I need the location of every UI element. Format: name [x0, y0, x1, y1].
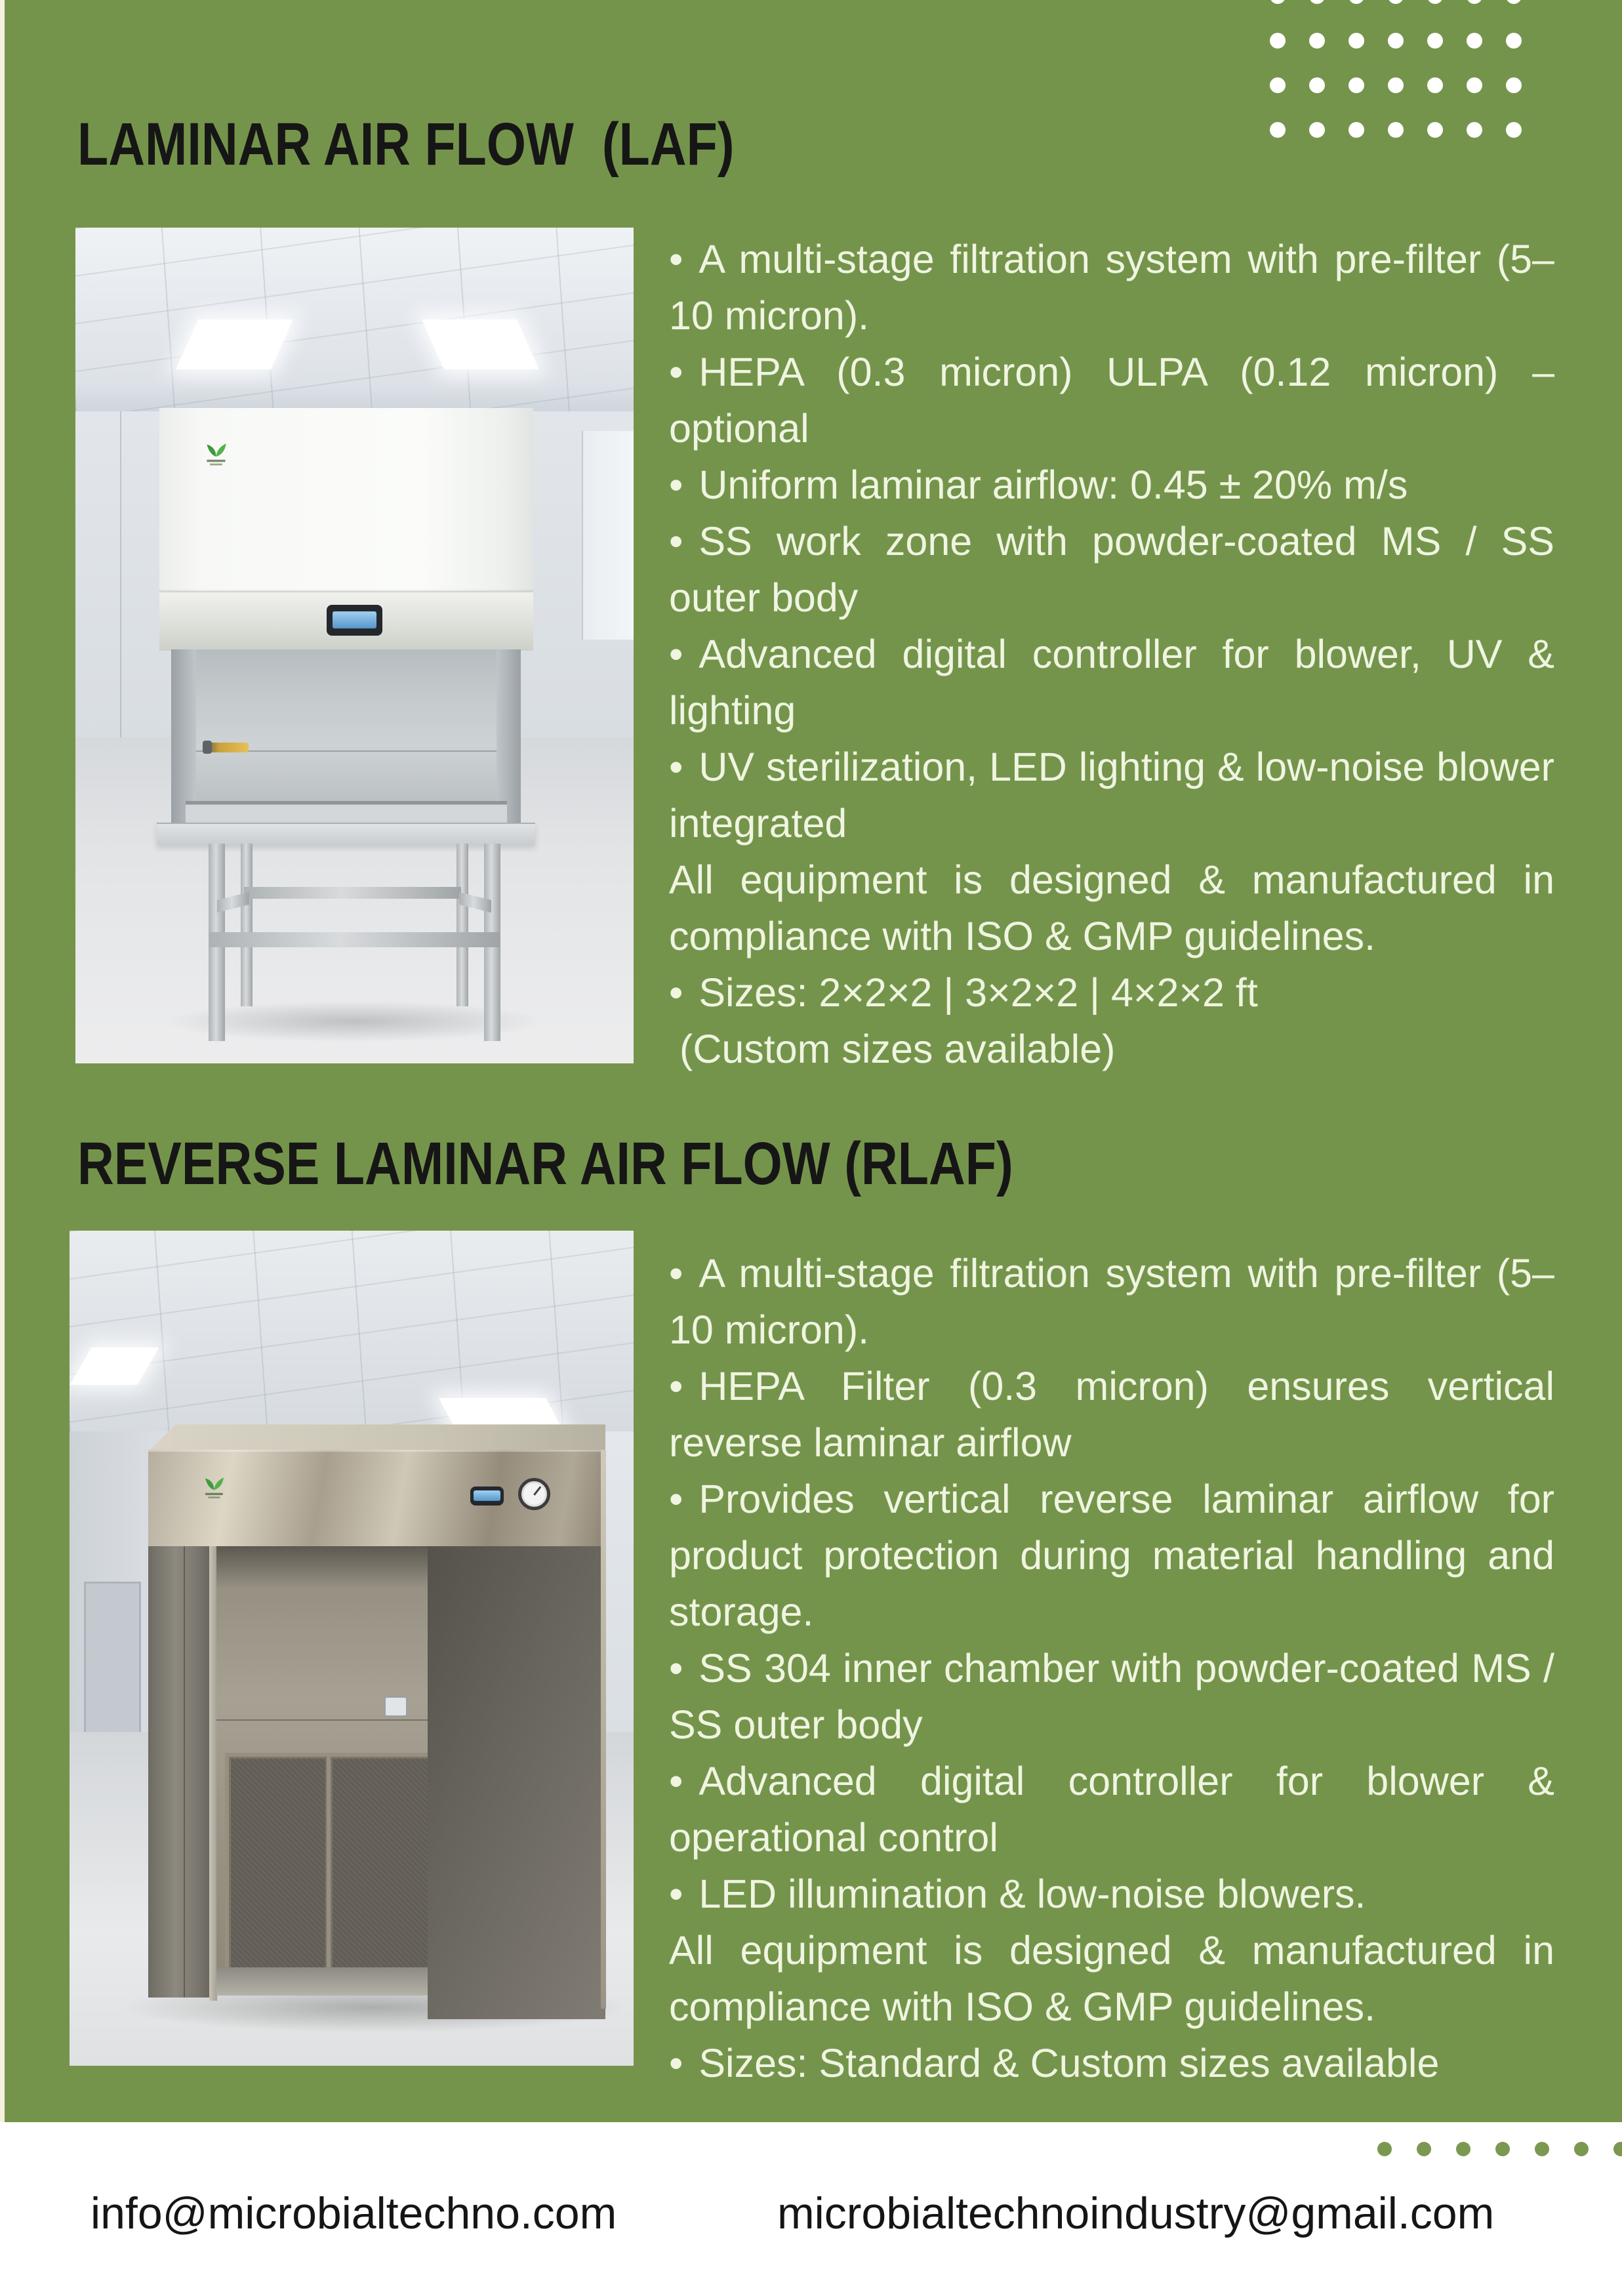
feature-item	[669, 1021, 1554, 1077]
dot-icon	[1270, 0, 1286, 4]
bullet-icon: •	[669, 632, 683, 676]
bullet-icon: •	[669, 1646, 683, 1691]
dot-icon	[1467, 77, 1482, 93]
bullet-icon: •	[669, 1872, 683, 1916]
feature-text: SS 304 inner chamber with powder-coated MS / SS outer body	[669, 1646, 1554, 1747]
feature-item	[669, 2035, 1554, 2091]
feature-item	[669, 231, 1554, 344]
dot-grid-decoration-top	[1270, 0, 1545, 146]
feature-item	[669, 964, 1554, 1021]
dot-icon	[1574, 2142, 1589, 2156]
feature-item	[669, 1753, 1554, 1866]
booth-inner-floor	[216, 1967, 428, 1996]
dot-icon	[1427, 122, 1443, 138]
feature-item	[669, 1640, 1554, 1753]
booth-right-edge	[601, 1450, 606, 2009]
worktop-edge	[157, 823, 535, 845]
feature-text: Advanced digital controller for blower, UV & lighting	[669, 632, 1554, 733]
dot-icon	[1417, 2142, 1431, 2156]
feature-item	[669, 457, 1554, 513]
feature-item	[669, 1358, 1554, 1471]
feature-text: LED illumination & low-noise blowers.	[699, 1872, 1366, 1916]
return-air-grille	[225, 1753, 332, 1982]
bullet-icon: •	[669, 2041, 683, 2085]
dot-icon	[1388, 77, 1404, 93]
dot-icon	[1427, 77, 1443, 93]
dot-icon	[1388, 122, 1404, 138]
feature-item	[669, 344, 1554, 457]
feature-item	[669, 626, 1554, 739]
gauge-needle	[533, 1486, 541, 1496]
valve-knob	[203, 741, 212, 754]
feature-text: All equipment is designed & manufactured in compliance with ISO & GMP guidelines.	[669, 857, 1554, 958]
gas-valve-handle	[207, 743, 249, 752]
feature-text: Provides vertical reverse laminar airflow for product protection during material handling and storage.	[669, 1477, 1554, 1634]
dot-icon	[1456, 2142, 1470, 2156]
panel-seam	[184, 1546, 185, 1997]
dot-icon	[1506, 77, 1522, 93]
booth-inner-shadow	[216, 1546, 428, 1588]
brand-leaf-logo	[201, 431, 232, 476]
panel-seam	[216, 1719, 428, 1721]
dot-icon	[1467, 122, 1482, 138]
stand-rail	[244, 887, 461, 899]
dot-icon	[1348, 33, 1364, 49]
feature-text: All equipment is designed & manufactured in compliance with ISO & GMP guidelines.	[669, 1928, 1554, 2029]
bullet-icon: •	[669, 237, 683, 281]
bullet-icon: •	[669, 350, 683, 394]
work-zone-left-column	[171, 649, 195, 823]
work-zone-right-column	[497, 649, 521, 823]
bullet-icon: •	[669, 745, 683, 789]
dot-icon	[1388, 33, 1404, 49]
footer	[0, 2122, 1622, 2296]
dot-row-decoration-bottom	[1377, 2142, 1622, 2162]
feature-text: Uniform laminar airflow: 0.45 ± 20% m/s	[699, 462, 1408, 507]
stand-rail	[209, 932, 501, 947]
feature-text: Advanced digital controller for blower & operational control	[669, 1759, 1554, 1860]
dot-icon	[1309, 33, 1325, 49]
booth-roof	[148, 1424, 605, 1451]
rlaf-feature-list	[669, 1245, 1554, 2091]
bullet-icon: •	[669, 519, 683, 564]
work-zone	[171, 649, 521, 823]
dot-icon	[1388, 0, 1404, 4]
brand-leaf-logo	[199, 1466, 229, 1508]
dot-icon	[1348, 0, 1364, 4]
feature-item	[669, 1245, 1554, 1358]
wall-seam	[120, 411, 121, 737]
feature-text: (Custom sizes available)	[679, 1027, 1116, 1071]
stand-leg	[456, 844, 468, 1006]
dot-icon	[1309, 77, 1325, 93]
stand-leg	[241, 844, 253, 1006]
laf-section-heading: LAMINAR AIR FLOW (LAF)	[77, 111, 735, 178]
bullet-icon: •	[669, 1759, 683, 1803]
booth-left-panel	[148, 1546, 209, 1997]
booth-right-inner-wall	[428, 1546, 605, 2019]
ceiling-grid	[70, 1231, 634, 1431]
feature-text: Sizes: 2×2×2 | 3×2×2 | 4×2×2 ft	[699, 970, 1258, 1015]
dot-icon	[1506, 0, 1522, 4]
feature-item	[669, 739, 1554, 851]
display-screen	[474, 1490, 500, 1501]
dot-icon	[1348, 122, 1364, 138]
digital-controller-display	[470, 1486, 504, 1506]
dot-icon	[1270, 33, 1286, 49]
ceiling	[70, 1231, 634, 1431]
bullet-icon: •	[669, 1477, 683, 1521]
feature-text: HEPA (0.3 micron) ULPA (0.12 micron) – optional	[669, 350, 1554, 451]
wall-window	[582, 431, 634, 640]
feature-item	[669, 513, 1554, 626]
dot-icon	[1427, 0, 1443, 4]
bullet-icon: •	[669, 462, 683, 507]
feature-text: A multi-stage filtration system with pre-filter (5–10 micron).	[669, 237, 1554, 338]
bullet-icon: •	[669, 1364, 683, 1408]
dot-icon	[1506, 33, 1522, 49]
feature-text: A multi-stage filtration system with pre-filter (5–10 micron).	[669, 1251, 1554, 1352]
switch-plate	[384, 1696, 407, 1717]
feature-item	[669, 1866, 1554, 1922]
dot-icon	[1270, 77, 1286, 93]
display-screen	[333, 611, 376, 628]
work-surface	[186, 801, 507, 823]
dot-icon	[1467, 0, 1482, 4]
laf-product-photo	[75, 228, 634, 1063]
bullet-icon: •	[669, 970, 683, 1015]
feature-text: SS work zone with powder-coated MS / SS outer body	[669, 519, 1554, 620]
dot-icon	[1377, 2142, 1392, 2156]
feature-item	[669, 1922, 1554, 2035]
ceiling	[75, 228, 634, 411]
return-air-grille	[327, 1753, 434, 1982]
dot-icon	[1270, 122, 1286, 138]
feature-text: HEPA Filter (0.3 micron) ensures vertical reverse laminar airflow	[669, 1364, 1554, 1465]
feature-item	[669, 1471, 1554, 1640]
dot-icon	[1613, 2142, 1622, 2156]
feature-item	[669, 851, 1554, 964]
rlaf-product-photo	[70, 1231, 634, 2066]
dot-icon	[1495, 2142, 1510, 2156]
dot-icon	[1348, 77, 1364, 93]
email-right: microbialtechnoindustry@gmail.com	[777, 2188, 1495, 2238]
feature-text: Sizes: Standard & Custom sizes available	[699, 2041, 1440, 2085]
dot-icon	[1309, 0, 1325, 4]
feature-text: UV sterilization, LED lighting & low-noise blower integrated	[669, 745, 1554, 846]
bullet-icon: •	[669, 1251, 683, 1296]
dot-icon	[1309, 122, 1325, 138]
dot-icon	[1535, 2142, 1549, 2156]
rlaf-section-heading: REVERSE LAMINAR AIR FLOW (RLAF)	[77, 1130, 1013, 1197]
laf-feature-list	[669, 231, 1554, 1077]
email-left: info@microbialtechno.com	[91, 2188, 617, 2238]
dot-icon	[1427, 33, 1443, 49]
dot-icon	[1467, 33, 1482, 49]
digital-controller-display	[327, 605, 382, 636]
left-edge-strip	[0, 0, 5, 2122]
ceiling-grid	[75, 228, 634, 411]
dot-icon	[1506, 122, 1522, 138]
